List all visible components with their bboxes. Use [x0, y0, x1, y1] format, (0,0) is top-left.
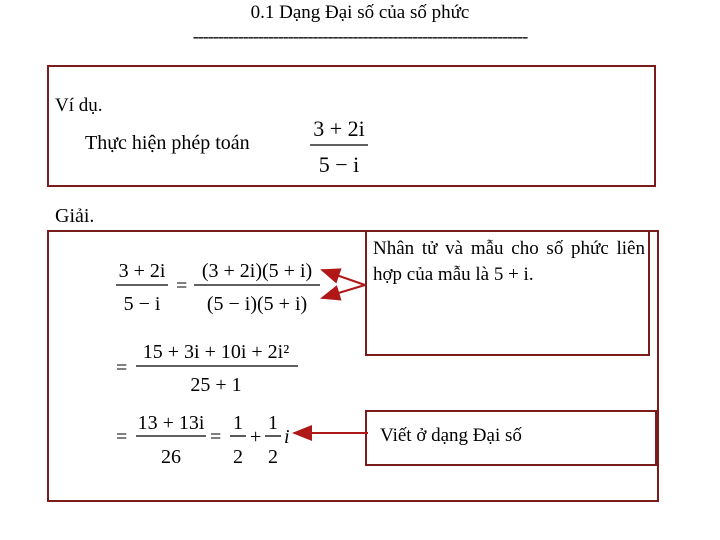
arrow-to-denominator: [322, 285, 365, 298]
example-task: Thực hiện phép toán: [85, 132, 250, 154]
conjugate-note: Nhân tử và mẫu cho số phức liên hợp của mẫu là 5 + i.: [373, 238, 645, 285]
svg-text:+: +: [250, 426, 262, 448]
step3-imag-denominator: 2: [268, 446, 278, 468]
svg-text:=: =: [210, 426, 222, 448]
step1-lhs-numerator: 3 + 2i: [118, 260, 166, 282]
step3-half-numerator: 1: [233, 412, 243, 434]
arrow-to-numerator: [322, 270, 365, 285]
algebraic-form-note: Viết ở dạng Đại số: [380, 425, 522, 446]
example-fraction: [310, 116, 368, 177]
example-fraction-numerator: 3 + 2i: [313, 116, 365, 141]
step1-rhs-numerator: (3 + 2i)(5 + i): [201, 260, 313, 282]
svg-text:=: =: [116, 357, 128, 379]
step3-imag-numerator: 1: [268, 412, 278, 434]
svg-text:=: =: [116, 426, 128, 448]
step2-equation: [116, 341, 298, 396]
example-fraction-denominator: 5 − i: [318, 152, 360, 177]
step1-rhs-denominator: (5 − i)(5 + i): [206, 293, 308, 315]
step2-numerator: 15 + 3i + 10i + 2i²: [142, 341, 290, 363]
step3-denominator: 26: [161, 446, 181, 468]
svg-text:=: =: [176, 275, 188, 297]
example-label: Ví dụ.: [55, 95, 103, 116]
step3-half-denominator: 2: [233, 446, 243, 468]
solution-label: Giải.: [55, 205, 95, 227]
step2-denominator: 25 + 1: [190, 374, 242, 396]
step3-equation: [116, 412, 290, 468]
step3-imag-unit: i: [284, 426, 290, 448]
page-title: 0.1 Dạng Đại số của số phức: [250, 2, 470, 23]
step1-lhs-denominator: 5 − i: [123, 293, 161, 315]
step1-equation: [116, 260, 320, 315]
step3-numerator: 13 + 13i: [137, 412, 205, 434]
title-separator: -------------------------------------------------------------------: [192, 26, 528, 46]
